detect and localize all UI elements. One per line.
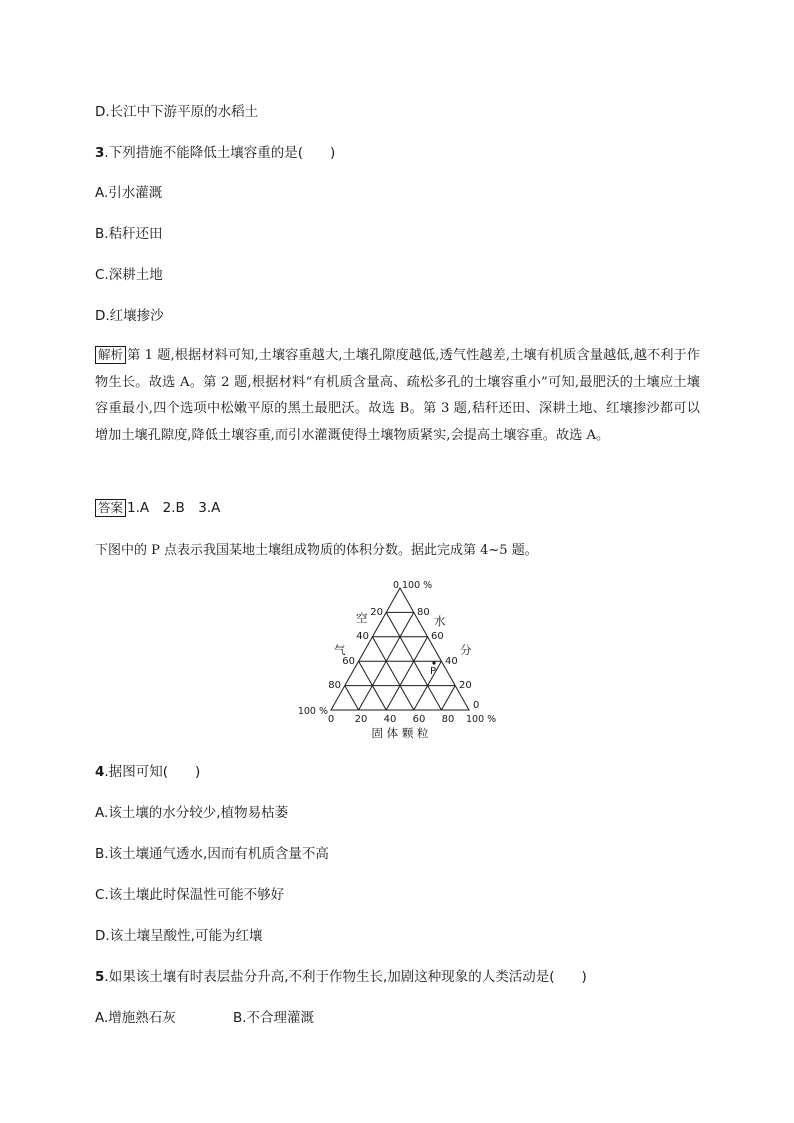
apex-zero: 0 (393, 580, 400, 591)
point-p-marker (432, 661, 435, 664)
axis-label-solid: 固 体 颗 粒 (371, 726, 429, 740)
q3-option-c: C.深耕土地 (95, 267, 163, 283)
right-tick-40: 40 (445, 656, 458, 667)
q4-option-c: C.该土壤此时保温性可能不够好 (95, 887, 285, 903)
left-tick-40: 40 (356, 631, 369, 642)
answer-line (95, 498, 220, 518)
axis-label-water-1: 水 (434, 614, 446, 628)
analysis-tag: 解析 (95, 346, 126, 364)
diagram-intro: 下图中的 P 点表示我国某地土壤组成物质的体积分数。据此完成第 4~5 题。 (95, 543, 538, 558)
q2-option-d: D.长江中下游平原的水稻土 (95, 104, 259, 120)
q3-option-b: B.秸秆还田 (95, 226, 163, 242)
axis-label-water-2: 分 (460, 643, 472, 657)
grid-line-l4 (345, 686, 359, 710)
q3-option-d: D.红壤掺沙 (95, 308, 164, 324)
grid-line-l2 (372, 637, 413, 710)
q4-stem (95, 762, 200, 782)
right-tick-80: 80 (417, 607, 430, 618)
q3-stem (95, 143, 335, 163)
triangle-grid (331, 588, 469, 710)
q5-stem (95, 967, 587, 987)
right-tick-20: 20 (459, 680, 472, 691)
q3-option-a: A.引水灌溉 (95, 185, 163, 201)
bottom-tick-0: 0 (327, 714, 335, 725)
bottom-left-pct: 100 % (297, 706, 328, 717)
grid-line-r4 (441, 686, 455, 710)
q4-number: 4 (95, 764, 105, 780)
q5-option-b: B.不合理灌溉 (233, 1010, 315, 1026)
apex-pct: 100 % (402, 580, 433, 591)
analysis-block (95, 343, 700, 449)
bottom-right-pct: 100 % (466, 714, 497, 725)
answer-tag: 答案 (95, 499, 126, 517)
q4-option-d: D.该土壤呈酸性,可能为红壤 (95, 928, 263, 944)
soil-ternary-diagram (290, 570, 510, 742)
grid-line-r2 (386, 637, 427, 710)
bottom-tick-20: 20 (354, 714, 368, 725)
answer-text: 1.A 2.B 3.A (127, 500, 221, 516)
q4-option-b: B.该土壤通气透水,因而有机质含量不高 (95, 846, 329, 862)
q4-option-a: A.该土壤的水分较少,植物易枯萎 (95, 805, 289, 821)
bottom-tick-40: 40 (383, 714, 397, 725)
q3-number: 3 (95, 145, 105, 161)
left-tick-80: 80 (328, 680, 341, 691)
q3-stem-text: .下列措施不能降低土壤容重的是( ) (104, 145, 336, 161)
bottom-right-zero: 0 (473, 700, 480, 711)
analysis-text: 第 1 题,根据材料可知,土壤容重越大,土壤孔隙度越低,透气性越差,土壤有机质含量越低,越不利于作物生长。故选 A。第 2 题,根据材料“有机质含量高、疏松多孔的土壤容重小”可知,最肥沃的土壤应土壤容重最小,四个选项中松嫩平原的黑土最肥沃。故选 B。第 3 题,秸秆还田、深耕土地、红壤掺沙都可以增加土壤孔隙度,降低土壤容重,而引水灌溉使得土壤物质紧实,会提高土壤容重。故选 A。 (95, 348, 700, 443)
right-tick-60: 60 (431, 631, 444, 642)
q5-number: 5 (95, 969, 105, 985)
triangle-outline (331, 588, 469, 710)
point-p-label: P (430, 666, 437, 677)
axis-label-air-2: 气 (334, 643, 346, 657)
left-tick-60: 60 (342, 656, 355, 667)
left-tick-20: 20 (370, 607, 383, 618)
bottom-tick-80: 80 (441, 714, 455, 725)
bottom-tick-60: 60 (412, 714, 426, 725)
q5-stem-text: .如果该土壤有时表层盐分升高,不利于作物生长,加剧这种现象的人类活动是( ) (104, 969, 587, 985)
axis-label-air-1: 空 (356, 611, 368, 625)
q4-stem-text: .据图可知( ) (104, 764, 201, 780)
q5-option-a: A.增施熟石灰 (95, 1010, 176, 1026)
